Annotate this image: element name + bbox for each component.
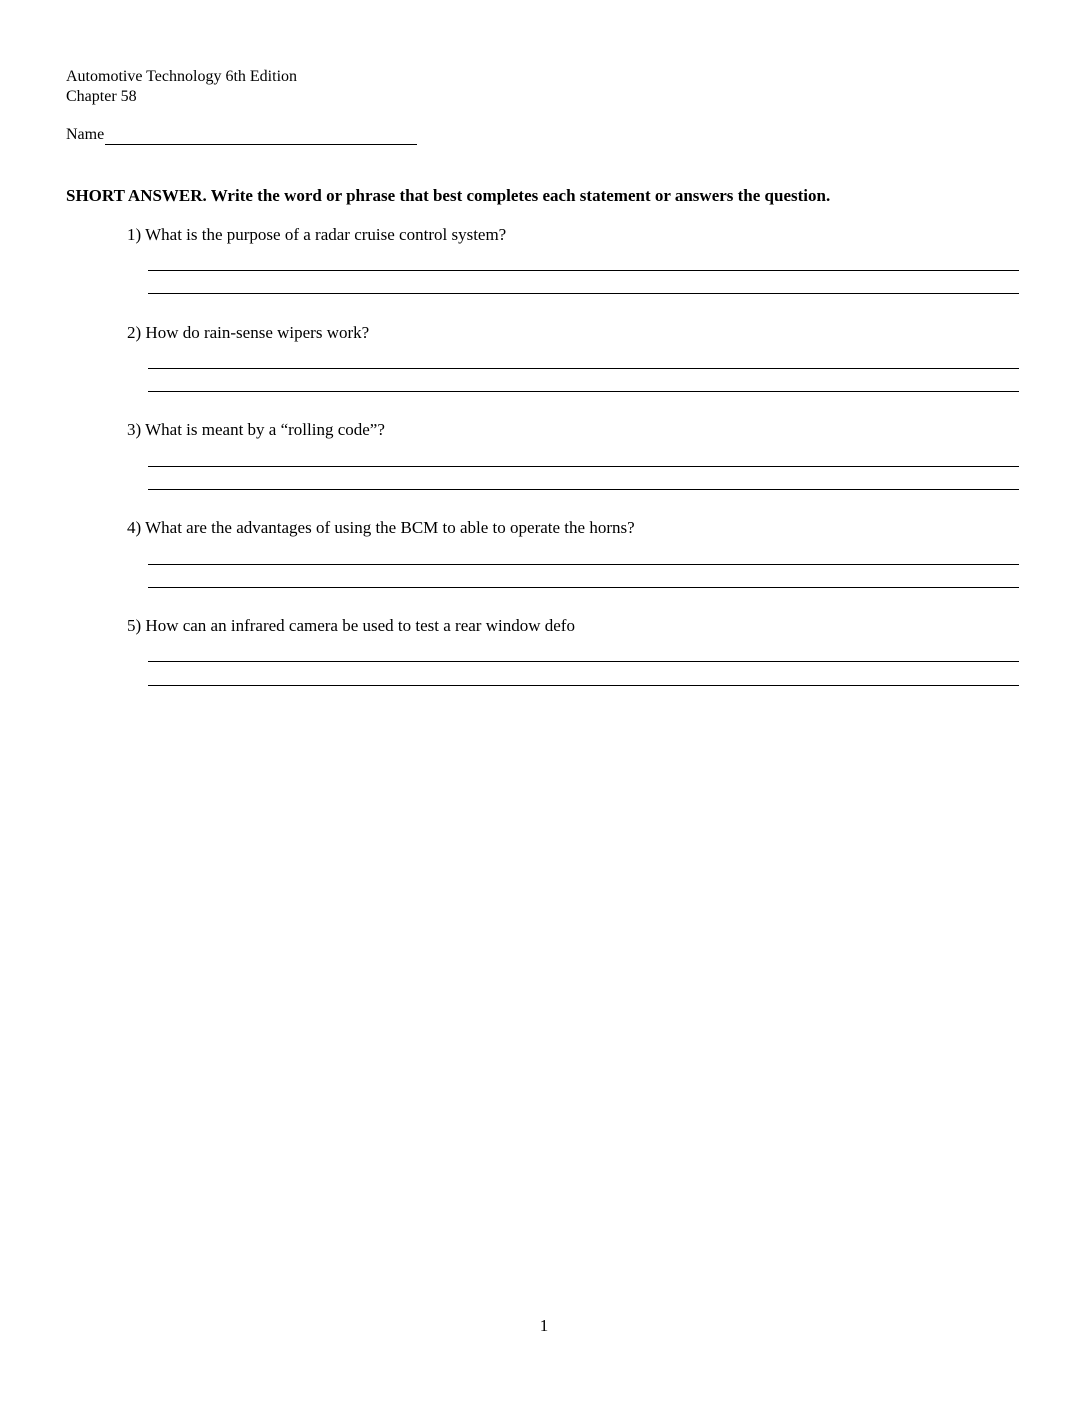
- book-title: Automotive Technology 6th Edition: [66, 68, 298, 85]
- answer-line-5b[interactable]: [148, 685, 1019, 686]
- answer-line-1b[interactable]: [148, 293, 1019, 294]
- answer-line-3b[interactable]: [148, 489, 1019, 490]
- question-5: 5) How can an infrared camera be used to test a rear window defo: [127, 616, 575, 635]
- answer-line-1a[interactable]: [148, 270, 1019, 271]
- answer-line-5a[interactable]: [148, 661, 1019, 662]
- answer-line-4a[interactable]: [148, 564, 1019, 565]
- question-2: 2) How do rain-sense wipers work?: [127, 323, 370, 342]
- page-number: 1: [539, 1316, 549, 1335]
- question-4: 4) What are the advantages of using the BCM to able to operate the horns?: [127, 518, 635, 537]
- name-row: [66, 125, 417, 145]
- answer-line-4b[interactable]: [148, 587, 1019, 588]
- answer-line-3a[interactable]: [148, 466, 1019, 467]
- question-3: 3) What is meant by a “rolling code”?: [127, 420, 385, 439]
- instructions: SHORT ANSWER. Write the word or phrase that best completes each statement or answers the question.: [66, 186, 831, 205]
- answer-line-2b[interactable]: [148, 391, 1019, 392]
- name-field[interactable]: [105, 127, 417, 145]
- name-label: Name: [66, 126, 105, 143]
- question-1: 1) What is the purpose of a radar cruise control system?: [127, 225, 507, 244]
- chapter-label: Chapter 58: [66, 88, 137, 105]
- answer-line-2a[interactable]: [148, 368, 1019, 369]
